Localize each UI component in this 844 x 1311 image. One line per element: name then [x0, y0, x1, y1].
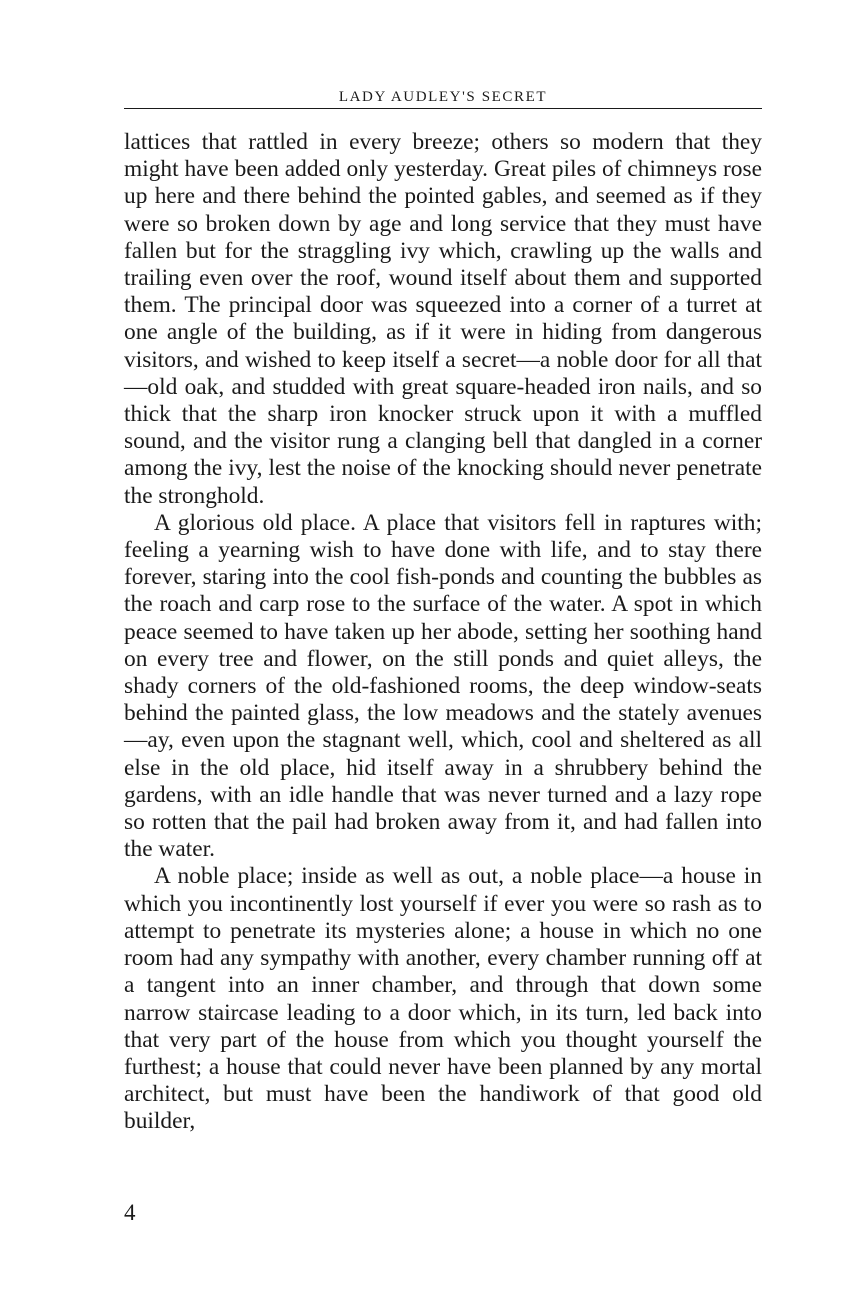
paragraph-1: lattices that rattled in every breeze; others so modern that they might have been added only yesterday. Great piles of chimneys rose up here and there behind the pointed gables, and seemed as if they were so broken down by age and long service that they must have fallen but for the straggling ivy which, crawling up the walls and trailing even over the roof, wound itself about them and supported them. The principal door was squeezed into a corner of a turret at one angle of the building, as if it were in hiding from dangerous visitors, and wished to keep itself a secret—a noble door for all that—old oak, and studded with great square-headed iron nails, and so thick that the sharp iron knocker struck upon it with a muffled sound, and the visitor rung a clanging bell that dangled in a corner among the ivy, lest the noise of the knocking should never penetrate the stronghold. — [124, 129, 762, 509]
book-page — [124, 84, 762, 1136]
paragraph-3: A noble place; inside as well as out, a noble place—a house in which you incontinently lost yourself if ever you were so rash as to attempt to penetrate its mysteries alone; a house in which no one room had any sympathy with another, every chamber running off at a tangent into an inner chamber, and through that down some narrow staircase leading to a door which, in its turn, led back into that very part of the house from which you thought yourself the furthest; a house that could never have been planned by any mortal architect, but must have been the handiwork of that good old builder, — [124, 863, 762, 1135]
paragraph-2: A glorious old place. A place that visitors fell in raptures with; feeling a yearning wish to have done with life, and to stay there forever, staring into the cool fish-ponds and counting the bubbles as the roach and carp rose to the surface of the water. A spot in which peace seemed to have taken up her abode, setting her soothing hand on every tree and flower, on the still ponds and quiet alleys, the shady corners of the old-fashioned rooms, the deep window-seats behind the painted glass, the low meadows and the stately avenues—ay, even upon the stagnant well, which, cool and sheltered as all else in the old place, hid itself away in a shrubbery behind the gardens, with an idle handle that was never turned and a lazy rope so rotten that the pail had broken away from it, and had fallen into the water. — [124, 509, 762, 863]
running-head-title: LADY AUDLEY'S SECRET — [124, 84, 762, 109]
page-number: 4 — [124, 1200, 136, 1225]
body-text — [124, 129, 762, 1136]
